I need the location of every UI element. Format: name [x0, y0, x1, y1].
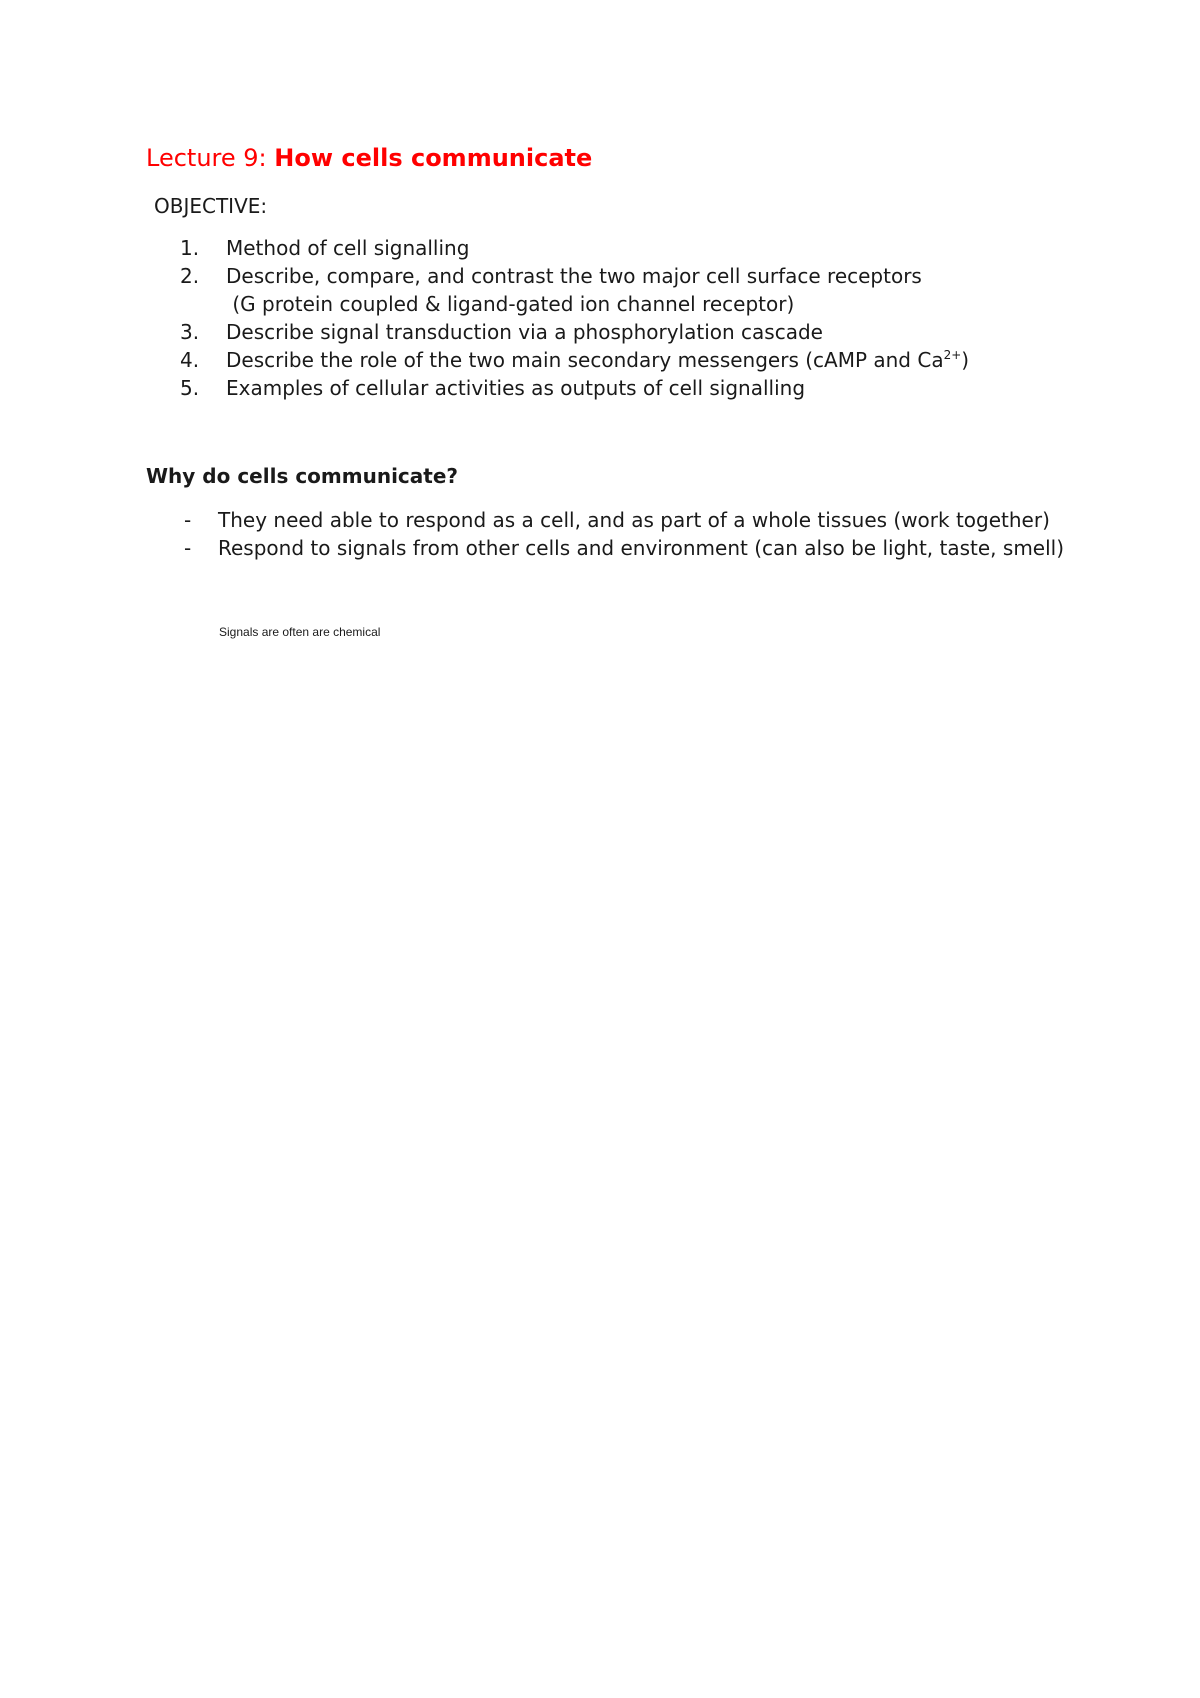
list-number: 5.	[180, 376, 200, 400]
superscript-charge: 2+	[943, 348, 962, 362]
list-number: 2.	[180, 264, 200, 288]
list-item-text: They need able to respond as a cell, and as part of a whole tissues (work together)	[218, 508, 1050, 532]
bullet-dash: -	[184, 536, 192, 560]
list-item-text-main: Describe the role of the two main secondary messengers (cAMP and Ca	[226, 348, 944, 372]
list-item	[180, 234, 969, 262]
lecture-title: How cells communicate	[274, 144, 593, 172]
list-item	[184, 506, 1064, 534]
list-number: 3.	[180, 320, 200, 344]
list-item	[180, 318, 969, 346]
bullet-dash: -	[184, 508, 192, 532]
list-item-text-continued: (G protein coupled & ligand-gated ion channel receptor)	[226, 292, 795, 316]
objective-label: OBJECTIVE:	[154, 194, 268, 218]
list-number: 4.	[180, 348, 200, 372]
list-item	[184, 534, 1064, 562]
list-item	[180, 262, 969, 318]
list-item-text: Describe signal transduction via a phosphorylation cascade	[226, 320, 823, 344]
objectives-list	[180, 234, 969, 402]
small-note: Signals are often are chemical	[219, 625, 381, 639]
list-item-text	[218, 346, 969, 374]
section-heading: Why do cells communicate?	[146, 464, 459, 488]
page-title	[146, 142, 592, 174]
list-item-text: Examples of cellular activities as outputs of cell signalling	[226, 376, 806, 400]
lecture-number: Lecture 9:	[146, 144, 267, 172]
list-number: 1.	[180, 236, 200, 260]
list-item-text: Respond to signals from other cells and environment (can also be light, taste, smell)	[218, 536, 1065, 560]
bullet-list	[184, 506, 1064, 562]
list-item-text-end: )	[961, 348, 970, 372]
list-item	[180, 374, 969, 402]
list-item-text: Method of cell signalling	[226, 236, 470, 260]
list-item	[180, 346, 969, 374]
list-item-text: Describe, compare, and contrast the two major cell surface receptors	[226, 264, 922, 288]
